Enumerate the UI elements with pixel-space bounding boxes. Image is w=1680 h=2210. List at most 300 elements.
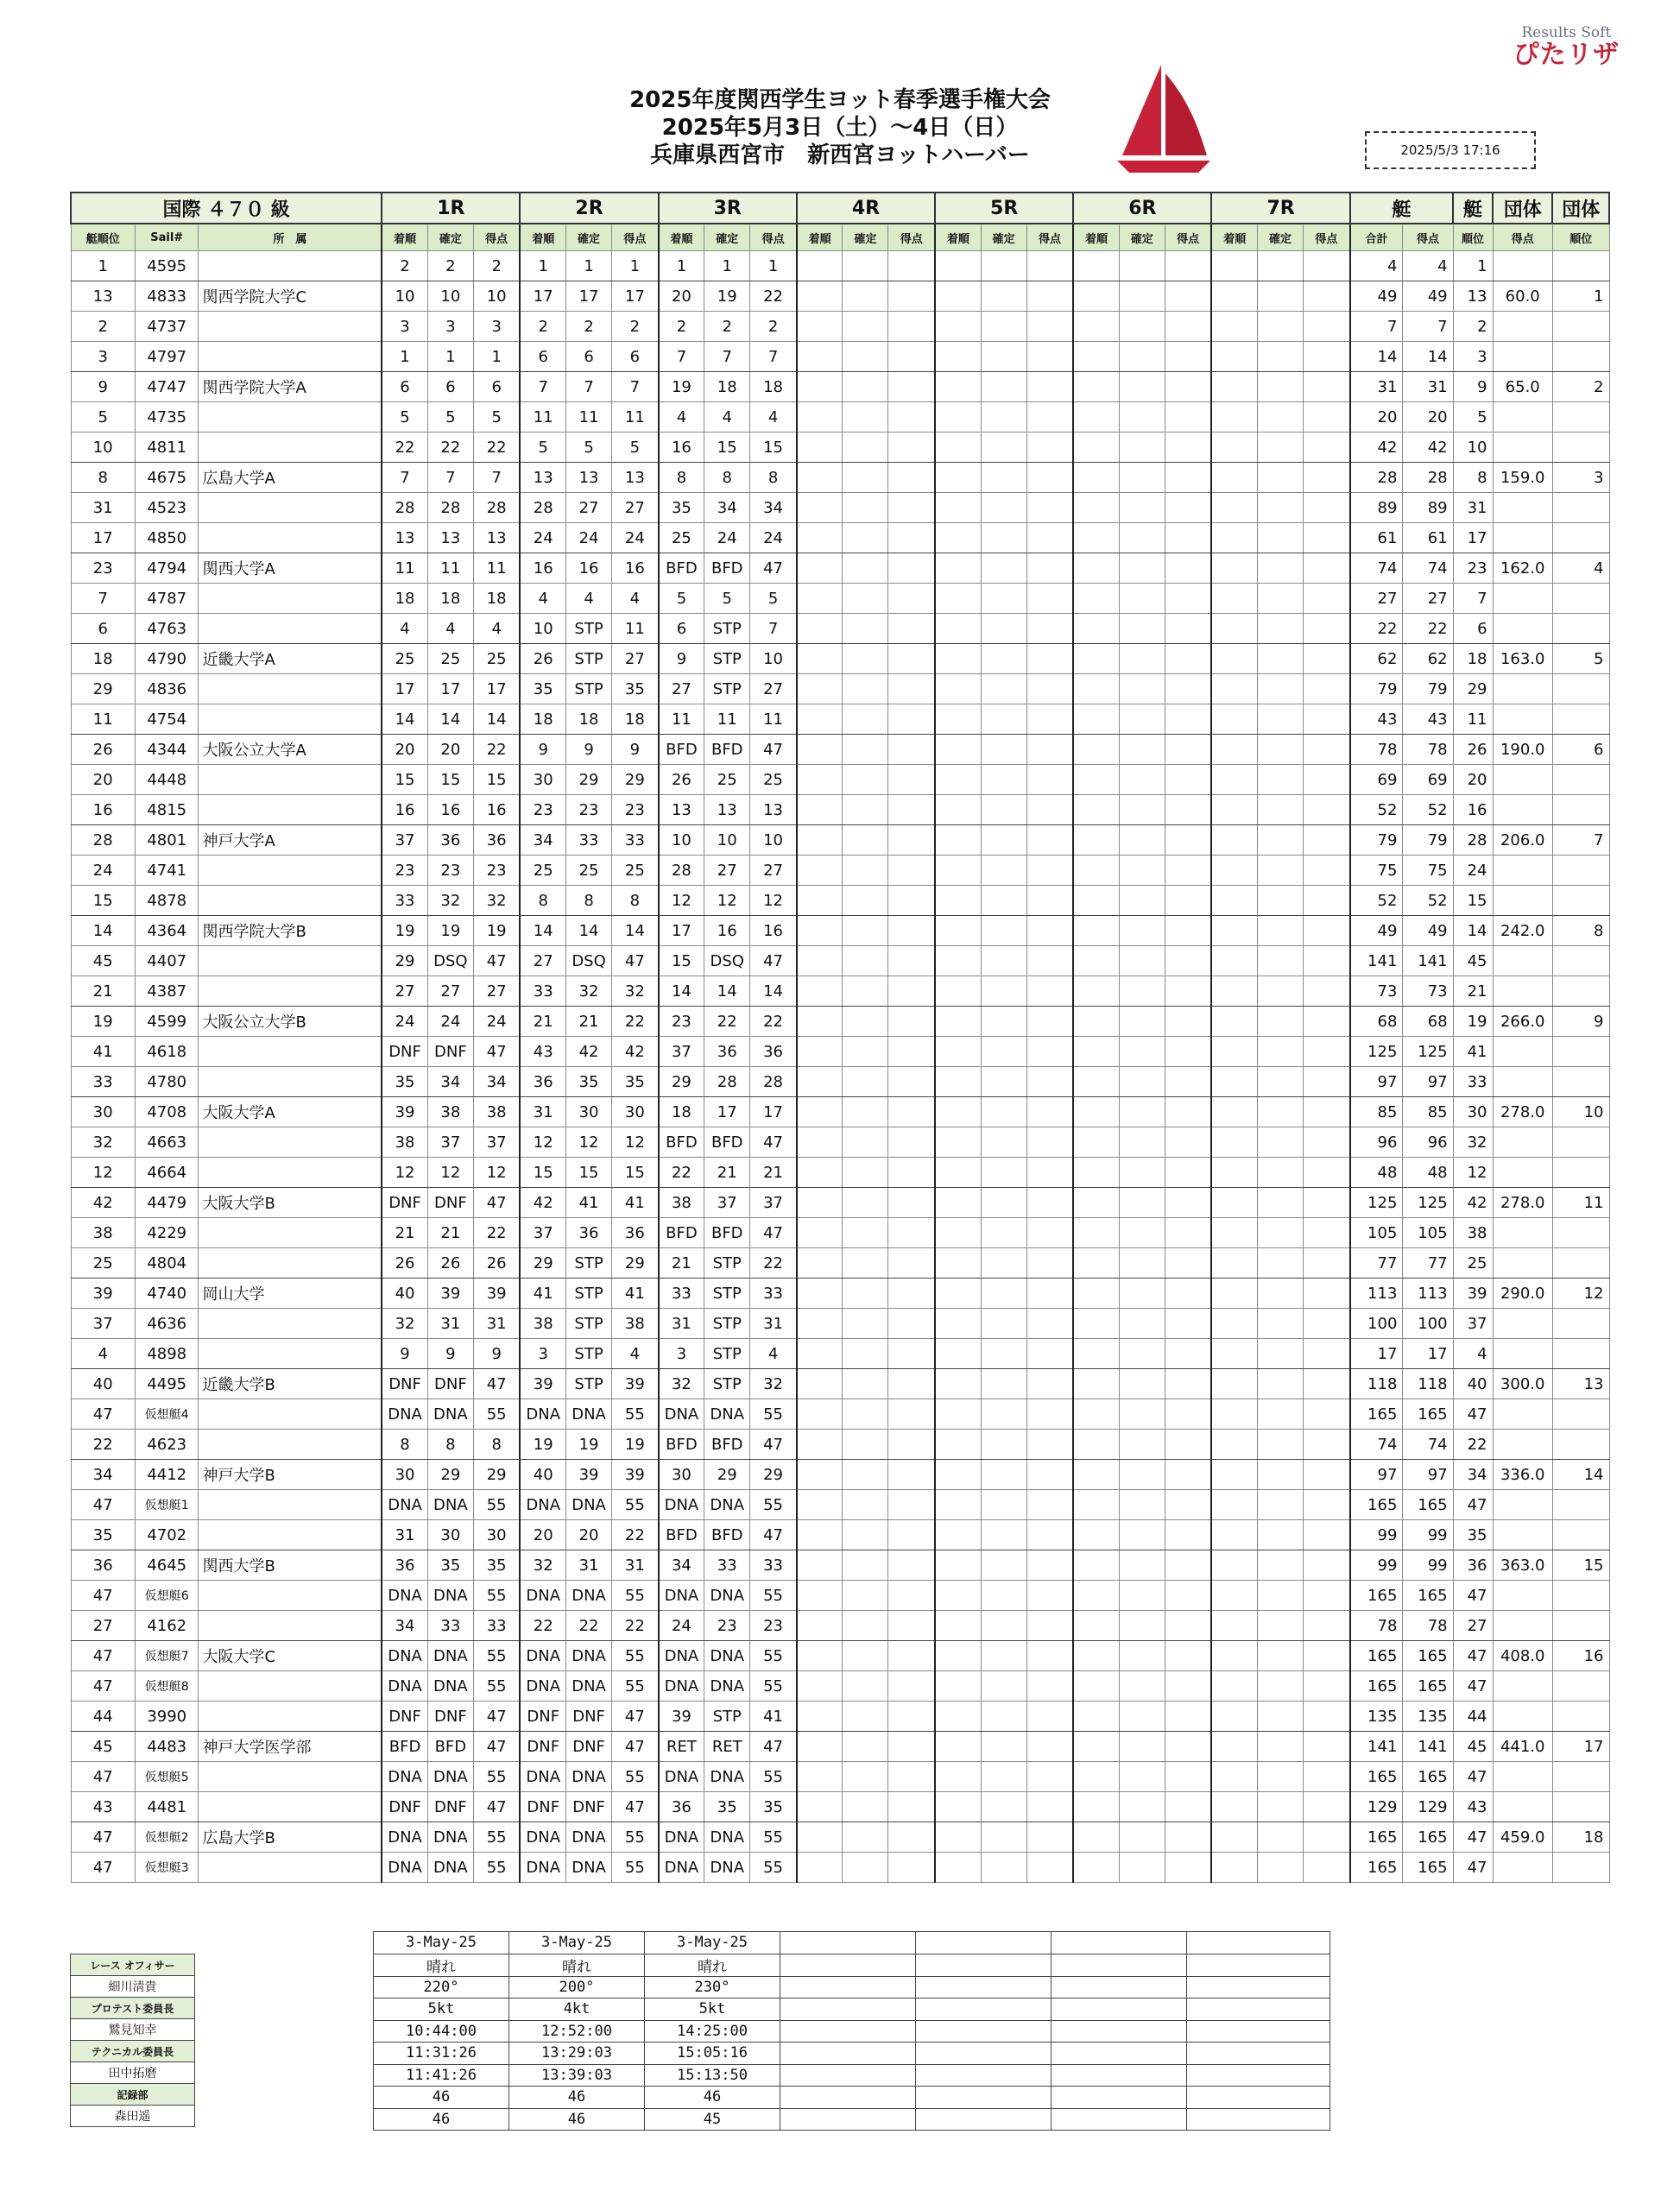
race-cell: 36 xyxy=(612,1218,659,1248)
race-cell: 28 xyxy=(427,493,473,523)
empty-race-cell xyxy=(843,765,888,795)
empty-race-cell xyxy=(1073,1067,1119,1097)
race-cell: 47 xyxy=(750,735,797,765)
empty-race-cell xyxy=(981,674,1026,704)
race-cell: 28 xyxy=(659,856,704,886)
race-cell: 22 xyxy=(612,1007,659,1037)
empty-race-cell xyxy=(888,1490,935,1520)
empty-race-cell xyxy=(797,1158,843,1188)
race-cell: 35 xyxy=(382,1067,427,1097)
total-cell: 52 xyxy=(1350,795,1403,825)
empty-race-cell xyxy=(797,614,843,644)
race-cell: 21 xyxy=(566,1007,612,1037)
race-cell: STP xyxy=(704,1702,750,1732)
empty-race-cell xyxy=(1211,1158,1257,1188)
table-row xyxy=(71,493,1609,523)
score-cell: 28 xyxy=(1403,463,1453,493)
race-cell: 47 xyxy=(612,946,659,976)
empty-race-cell xyxy=(1304,402,1350,433)
empty-race-cell xyxy=(1026,1369,1073,1399)
race-cell: 47 xyxy=(473,1792,520,1822)
table-row xyxy=(71,674,1609,704)
team-rank-cell: 10 xyxy=(1552,1097,1609,1127)
race-cell: 38 xyxy=(659,1188,704,1218)
team-rank-header: 団体 xyxy=(1552,193,1609,224)
empty-race-cell xyxy=(1073,342,1119,372)
total-cell: 74 xyxy=(1350,1430,1403,1460)
race-cell: 38 xyxy=(473,1097,520,1127)
table-row xyxy=(71,825,1609,856)
race-cell: DNF xyxy=(427,1702,473,1732)
race-cell: 35 xyxy=(704,1792,750,1822)
empty-condition-cell xyxy=(916,2108,1052,2131)
race-cell: 2 xyxy=(473,251,520,281)
boat-rank-cell: 24 xyxy=(1453,856,1493,886)
team-rank-cell xyxy=(1552,402,1609,433)
race-cell: 27 xyxy=(520,946,565,976)
empty-race-cell xyxy=(981,1218,1026,1248)
race-cell: 15 xyxy=(612,1158,659,1188)
empty-race-cell xyxy=(797,825,843,856)
race-cell: 9 xyxy=(427,1339,473,1369)
empty-race-cell xyxy=(1211,1007,1257,1037)
boat-rank-cell: 47 xyxy=(1453,1822,1493,1853)
team-rank-cell xyxy=(1552,1490,1609,1520)
empty-race-cell xyxy=(981,463,1026,493)
empty-race-cell xyxy=(981,523,1026,553)
empty-race-cell xyxy=(1165,1611,1211,1641)
school-cell xyxy=(199,1671,382,1702)
empty-condition-cell xyxy=(780,1954,916,1976)
empty-race-cell xyxy=(1211,1520,1257,1550)
empty-condition-cell xyxy=(780,2064,916,2087)
race-cell: 27 xyxy=(750,674,797,704)
empty-race-cell xyxy=(935,735,981,765)
school-cell xyxy=(199,402,382,433)
race-cell: 15 xyxy=(427,765,473,795)
empty-race-cell xyxy=(935,644,981,674)
empty-race-cell xyxy=(1258,1339,1304,1369)
total-cell: 96 xyxy=(1350,1127,1403,1158)
table-row xyxy=(71,856,1609,886)
empty-race-cell xyxy=(1211,946,1257,976)
official-role: 記録部 xyxy=(71,2084,195,2106)
race-cell: 37 xyxy=(659,1037,704,1067)
empty-race-cell xyxy=(1165,1550,1211,1581)
race-cell: 4 xyxy=(520,584,565,614)
empty-race-cell xyxy=(1026,946,1073,976)
empty-race-cell xyxy=(981,1490,1026,1520)
empty-race-cell xyxy=(1026,1279,1073,1309)
empty-race-cell xyxy=(843,856,888,886)
boat-rank-cell: 43 xyxy=(1453,1792,1493,1822)
empty-race-cell xyxy=(1304,1218,1350,1248)
rank-cell: 21 xyxy=(71,976,136,1007)
race-cell: DNF xyxy=(382,1702,427,1732)
empty-race-cell xyxy=(1026,1037,1073,1067)
empty-race-cell xyxy=(935,1671,981,1702)
empty-race-cell xyxy=(1165,584,1211,614)
page-title: 2025年度関西学生ヨット春季選手権大会 xyxy=(629,87,1051,113)
race-cell: 19 xyxy=(520,1430,565,1460)
race-cell: 27 xyxy=(566,493,612,523)
race-cell: 22 xyxy=(520,1611,565,1641)
race-cell: DNA xyxy=(520,1762,565,1792)
score-cell: 43 xyxy=(1403,704,1453,735)
race-cell: 13 xyxy=(750,795,797,825)
rank-cell: 19 xyxy=(71,1007,136,1037)
empty-race-cell xyxy=(1258,251,1304,281)
empty-race-cell xyxy=(843,251,888,281)
total-cell: 165 xyxy=(1350,1490,1403,1520)
rank-cell: 27 xyxy=(71,1611,136,1641)
race-cell: 42 xyxy=(520,1188,565,1218)
empty-race-cell xyxy=(935,976,981,1007)
table-row xyxy=(71,795,1609,825)
team-rank-cell xyxy=(1552,1309,1609,1339)
race-cell: DNF xyxy=(382,1792,427,1822)
empty-race-cell xyxy=(1119,704,1165,735)
score-cell: 78 xyxy=(1403,735,1453,765)
boat-rank-cell: 3 xyxy=(1453,342,1493,372)
race-cell: 11 xyxy=(612,614,659,644)
race-cell: 18 xyxy=(382,584,427,614)
empty-condition-cell xyxy=(916,2020,1052,2043)
empty-race-cell xyxy=(1026,1792,1073,1822)
empty-race-cell xyxy=(1119,312,1165,342)
empty-race-cell xyxy=(935,856,981,886)
team-score-cell xyxy=(1493,1218,1552,1248)
race-cell: 41 xyxy=(612,1188,659,1218)
race-cell: DNA xyxy=(382,1762,427,1792)
score-cell: 79 xyxy=(1403,825,1453,856)
empty-race-cell xyxy=(935,886,981,916)
empty-race-cell xyxy=(1026,1007,1073,1037)
race-cell: 22 xyxy=(473,433,520,463)
sail-cell: 4797 xyxy=(136,342,199,372)
team-rank-cell xyxy=(1552,1218,1609,1248)
race-cell: 43 xyxy=(520,1037,565,1067)
team-rank-cell xyxy=(1552,1611,1609,1641)
empty-race-cell xyxy=(1073,765,1119,795)
empty-race-cell xyxy=(1026,1671,1073,1702)
empty-race-cell xyxy=(1304,1067,1350,1097)
race-cell: DNF xyxy=(566,1702,612,1732)
sail-cell: 4479 xyxy=(136,1188,199,1218)
score-cell: 165 xyxy=(1403,1641,1453,1671)
empty-race-cell xyxy=(1304,825,1350,856)
empty-race-cell xyxy=(1026,1248,1073,1279)
empty-race-cell xyxy=(935,281,981,312)
school-cell: 関西学院大学A xyxy=(199,372,382,402)
school-cell xyxy=(199,1702,382,1732)
race-cell: 8 xyxy=(520,886,565,916)
column-header-points: 得点 xyxy=(1165,224,1211,251)
table-row xyxy=(71,1067,1609,1097)
empty-race-cell xyxy=(843,1581,888,1611)
empty-race-cell xyxy=(1211,1188,1257,1218)
score-cell: 105 xyxy=(1403,1218,1453,1248)
empty-race-cell xyxy=(981,644,1026,674)
race-cell: 55 xyxy=(750,1822,797,1853)
empty-race-cell xyxy=(1119,1822,1165,1853)
empty-race-cell xyxy=(843,1279,888,1309)
race-cell: 37 xyxy=(473,1127,520,1158)
rank-cell: 12 xyxy=(71,1158,136,1188)
empty-race-cell xyxy=(1026,1158,1073,1188)
race-cell: DNA xyxy=(520,1490,565,1520)
sail-cell: 4495 xyxy=(136,1369,199,1399)
team-rank-cell xyxy=(1552,251,1609,281)
empty-race-cell xyxy=(1258,1490,1304,1520)
school-cell xyxy=(199,493,382,523)
race-cell: 16 xyxy=(473,795,520,825)
sail-cell: 4898 xyxy=(136,1339,199,1369)
empty-race-cell xyxy=(1211,1671,1257,1702)
score-cell: 52 xyxy=(1403,886,1453,916)
race-cell: 55 xyxy=(612,1581,659,1611)
empty-race-cell xyxy=(981,1037,1026,1067)
race-cell: BFD xyxy=(427,1732,473,1762)
score-cell: 61 xyxy=(1403,523,1453,553)
column-header-finish: 着順 xyxy=(1211,224,1257,251)
table-row xyxy=(71,1732,1609,1762)
race-cell: 55 xyxy=(750,1671,797,1702)
rank-cell: 47 xyxy=(71,1581,136,1611)
race-cell: DNA xyxy=(566,1671,612,1702)
race-cell: 23 xyxy=(566,795,612,825)
empty-race-cell xyxy=(981,1460,1026,1490)
race-cell: DNA xyxy=(704,1822,750,1853)
empty-race-cell xyxy=(935,1762,981,1792)
race-cell: 11 xyxy=(704,704,750,735)
boat-rank-cell: 37 xyxy=(1453,1309,1493,1339)
score-cell: 165 xyxy=(1403,1853,1453,1883)
boat-rank-cell: 22 xyxy=(1453,1430,1493,1460)
empty-race-cell xyxy=(1119,251,1165,281)
team-rank-cell xyxy=(1552,946,1609,976)
score-cell: 68 xyxy=(1403,1007,1453,1037)
empty-race-cell xyxy=(935,584,981,614)
race-cell: 13 xyxy=(427,523,473,553)
score-cell: 62 xyxy=(1403,644,1453,674)
total-cell: 129 xyxy=(1350,1792,1403,1822)
sail-cell: 4735 xyxy=(136,402,199,433)
rank-cell: 33 xyxy=(71,1067,136,1097)
race-cell: 16 xyxy=(520,553,565,584)
race-cell: 12 xyxy=(520,1127,565,1158)
empty-race-cell xyxy=(843,463,888,493)
team-score-cell: 408.0 xyxy=(1493,1641,1552,1671)
empty-race-cell xyxy=(1165,765,1211,795)
empty-race-cell xyxy=(1026,312,1073,342)
team-rank-cell xyxy=(1552,1067,1609,1097)
empty-race-cell xyxy=(843,674,888,704)
empty-race-cell xyxy=(1258,281,1304,312)
race-cell: 36 xyxy=(659,1792,704,1822)
empty-race-cell xyxy=(797,312,843,342)
empty-race-cell xyxy=(888,916,935,946)
total-cell: 43 xyxy=(1350,704,1403,735)
race-cell: STP xyxy=(704,614,750,644)
score-cell: 17 xyxy=(1403,1339,1453,1369)
rank-cell: 7 xyxy=(71,584,136,614)
empty-race-cell xyxy=(1304,372,1350,402)
empty-race-cell xyxy=(1073,1037,1119,1067)
empty-race-cell xyxy=(1073,251,1119,281)
rank-cell: 23 xyxy=(71,553,136,584)
empty-race-cell xyxy=(1165,1762,1211,1792)
score-cell: 42 xyxy=(1403,433,1453,463)
empty-race-cell xyxy=(935,674,981,704)
empty-race-cell xyxy=(1211,1762,1257,1792)
race-cell: DNA xyxy=(427,1822,473,1853)
empty-race-cell xyxy=(935,1339,981,1369)
empty-race-cell xyxy=(888,856,935,886)
empty-race-cell xyxy=(1304,251,1350,281)
empty-race-cell xyxy=(1026,886,1073,916)
empty-race-cell xyxy=(1211,1097,1257,1127)
empty-race-cell xyxy=(888,765,935,795)
race-cell: 1 xyxy=(382,342,427,372)
empty-race-cell xyxy=(981,1188,1026,1218)
column-header-sum: 合計 xyxy=(1350,224,1403,251)
race-cell: 32 xyxy=(520,1550,565,1581)
empty-race-cell xyxy=(888,644,935,674)
race-cell: 24 xyxy=(566,523,612,553)
school-cell xyxy=(199,1339,382,1369)
empty-race-cell xyxy=(888,674,935,704)
race-cell: 18 xyxy=(566,704,612,735)
sail-cell: 4740 xyxy=(136,1279,199,1309)
empty-race-cell xyxy=(1119,1067,1165,1097)
empty-race-cell xyxy=(981,1067,1026,1097)
brand-logo xyxy=(1513,24,1620,69)
race-cell: 11 xyxy=(612,402,659,433)
race-cell: 16 xyxy=(382,795,427,825)
race-cell: 47 xyxy=(612,1702,659,1732)
column-header-finish: 着順 xyxy=(382,224,427,251)
school-cell xyxy=(199,1581,382,1611)
race-cell: DNA xyxy=(659,1399,704,1430)
sail-cell: 4850 xyxy=(136,523,199,553)
race-cell: 27 xyxy=(750,856,797,886)
score-cell: 118 xyxy=(1403,1369,1453,1399)
empty-race-cell xyxy=(1258,402,1304,433)
empty-race-cell xyxy=(843,1188,888,1218)
race-cell: DSQ xyxy=(427,946,473,976)
race-cell: 4 xyxy=(473,614,520,644)
race-cell: 41 xyxy=(520,1279,565,1309)
rank-cell: 20 xyxy=(71,765,136,795)
race-cell: 16 xyxy=(566,553,612,584)
empty-race-cell xyxy=(1211,402,1257,433)
rank-cell: 38 xyxy=(71,1218,136,1248)
empty-race-cell xyxy=(888,1702,935,1732)
boat-rank-cell: 47 xyxy=(1453,1853,1493,1883)
empty-race-cell xyxy=(1073,1279,1119,1309)
empty-race-cell xyxy=(1211,1067,1257,1097)
school-cell xyxy=(199,1792,382,1822)
race-cell: 25 xyxy=(750,765,797,795)
team-score-cell xyxy=(1493,402,1552,433)
rank-cell: 6 xyxy=(71,614,136,644)
team-score-cell xyxy=(1493,1430,1552,1460)
race-cell: DNA xyxy=(659,1762,704,1792)
table-row xyxy=(71,765,1609,795)
empty-condition-cell xyxy=(1187,1976,1330,1998)
total-cell: 165 xyxy=(1350,1762,1403,1792)
empty-race-cell xyxy=(1073,1641,1119,1671)
total-cell: 31 xyxy=(1350,372,1403,402)
race-cell: DNA xyxy=(382,1671,427,1702)
empty-race-cell xyxy=(1211,1399,1257,1430)
score-cell: 97 xyxy=(1403,1067,1453,1097)
team-score-cell: 441.0 xyxy=(1493,1732,1552,1762)
condition-cell: 13:29:03 xyxy=(509,2043,645,2065)
empty-race-cell xyxy=(1211,1490,1257,1520)
empty-race-cell xyxy=(1165,312,1211,342)
empty-race-cell xyxy=(935,523,981,553)
sail-cell: 4412 xyxy=(136,1460,199,1490)
empty-race-cell xyxy=(1304,1853,1350,1883)
empty-race-cell xyxy=(1073,704,1119,735)
race-cell: DNF xyxy=(566,1792,612,1822)
table-row xyxy=(71,644,1609,674)
empty-race-cell xyxy=(1119,463,1165,493)
sailboat-logo-icon xyxy=(1114,60,1217,181)
condition-cell: 5kt xyxy=(374,1998,509,2021)
race-cell: 4 xyxy=(750,1339,797,1369)
empty-race-cell xyxy=(1304,1641,1350,1671)
empty-race-cell xyxy=(888,493,935,523)
empty-race-cell xyxy=(1304,1248,1350,1279)
empty-race-cell xyxy=(1026,1822,1073,1853)
empty-race-cell xyxy=(1026,765,1073,795)
team-score-cell xyxy=(1493,1702,1552,1732)
empty-race-cell xyxy=(1165,704,1211,735)
team-score-cell xyxy=(1493,1158,1552,1188)
boat-rank-cell: 38 xyxy=(1453,1218,1493,1248)
empty-race-cell xyxy=(1258,433,1304,463)
empty-race-cell xyxy=(797,1399,843,1430)
race-cell: 2 xyxy=(612,312,659,342)
empty-race-cell xyxy=(1211,1218,1257,1248)
sail-cell: 4407 xyxy=(136,946,199,976)
total-cell: 113 xyxy=(1350,1279,1403,1309)
race-cell: DNA xyxy=(659,1822,704,1853)
empty-race-cell xyxy=(1258,1792,1304,1822)
table-row xyxy=(71,1762,1609,1792)
race-cell: 22 xyxy=(473,1218,520,1248)
empty-condition-cell xyxy=(1052,2108,1187,2131)
rank-cell: 36 xyxy=(71,1550,136,1581)
empty-race-cell xyxy=(1304,1158,1350,1188)
empty-race-cell xyxy=(1026,856,1073,886)
race-cell: 11 xyxy=(427,553,473,584)
race-cell: 47 xyxy=(473,1369,520,1399)
table-row xyxy=(71,312,1609,342)
empty-race-cell xyxy=(888,1732,935,1762)
condition-row xyxy=(374,2087,1330,2109)
empty-race-cell xyxy=(935,1309,981,1339)
empty-race-cell xyxy=(1304,1309,1350,1339)
empty-race-cell xyxy=(1026,1067,1073,1097)
race-cell: 32 xyxy=(382,1309,427,1339)
race-cell: 4 xyxy=(382,614,427,644)
race-cell: 5 xyxy=(382,402,427,433)
race-cell: 29 xyxy=(382,946,427,976)
